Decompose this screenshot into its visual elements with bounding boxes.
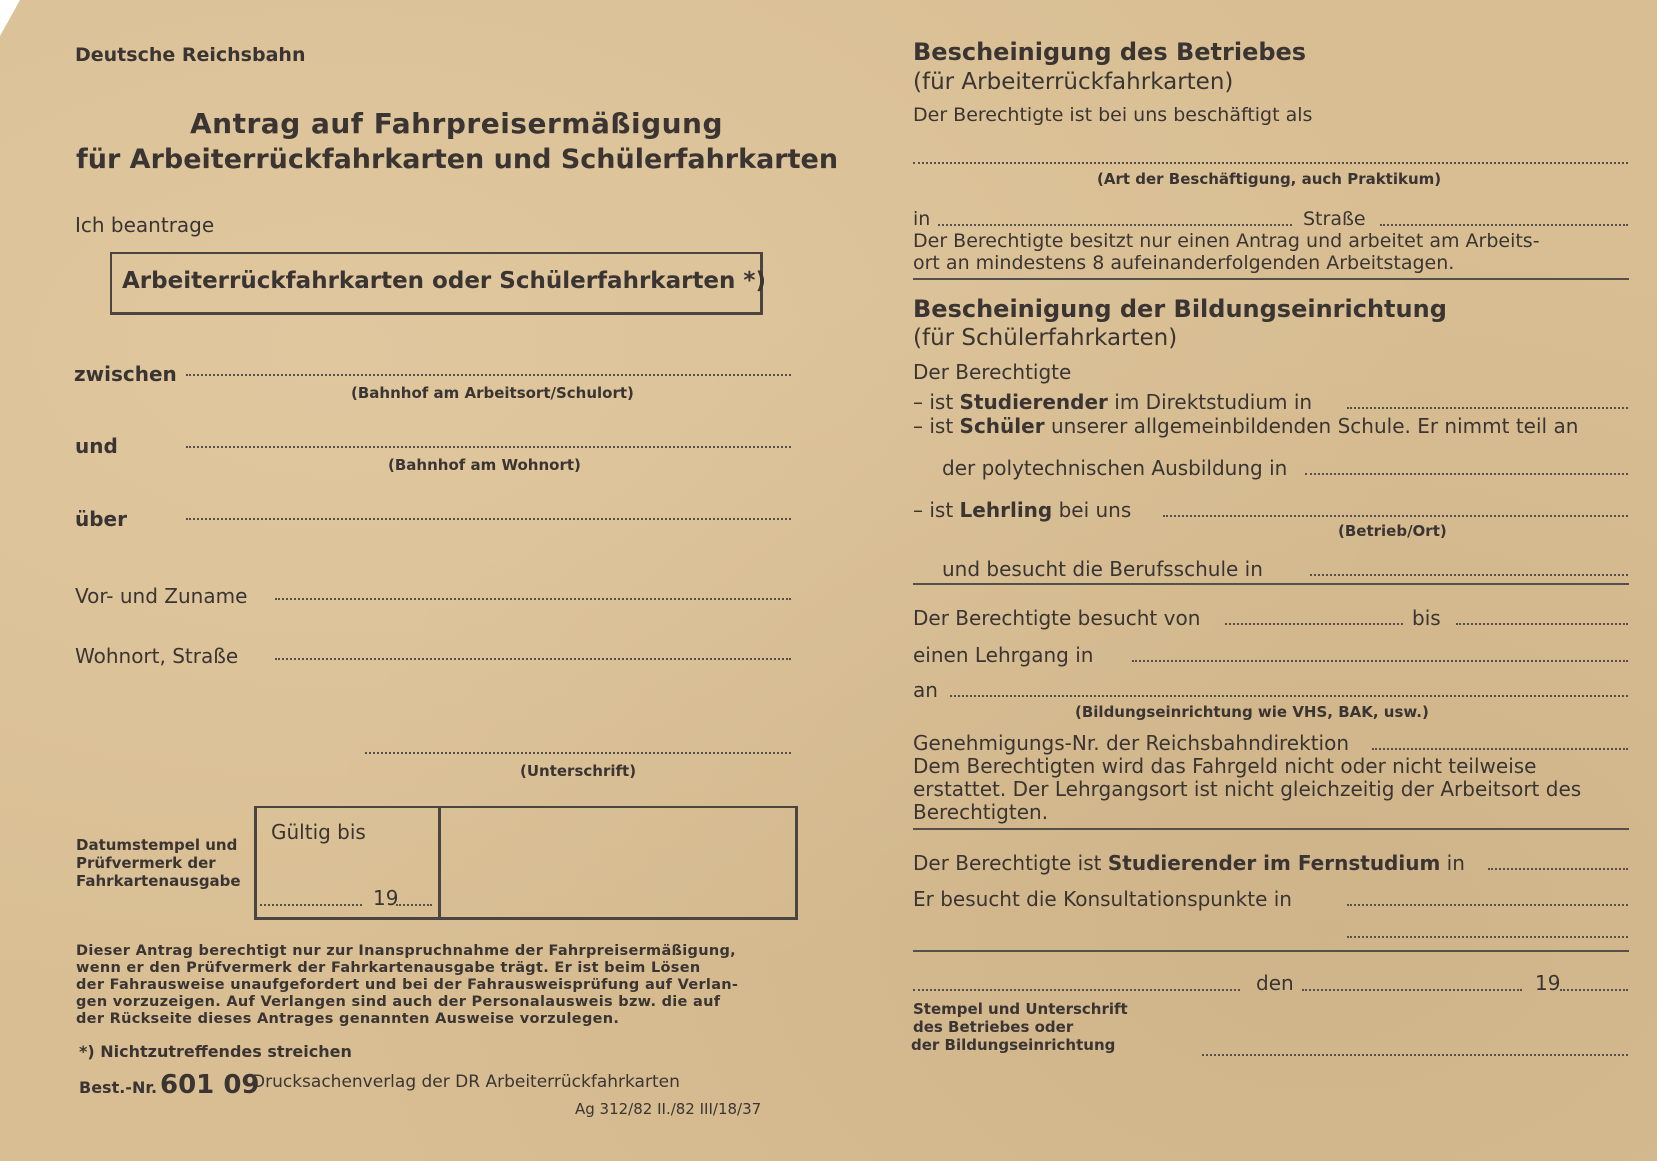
company-subheading: (für Arbeiterrückfahrkarten): [913, 69, 1234, 95]
course-in-label: einen Lehrgang in: [913, 643, 1094, 667]
between-caption: (Bahnhof am Arbeitsort/Schulort): [351, 384, 634, 402]
date-field[interactable]: [1302, 989, 1522, 991]
date-label: den: [1256, 971, 1294, 995]
notice-line-4: gen vorzuzeigen. Auf Verlangen sind auch der Personalausweis bzw. die auf: [76, 994, 721, 1010]
edu-heading: Bescheinigung der Bildungseinrichtung: [913, 295, 1447, 323]
form-title-line1: Antrag auf Fahrpreisermäßigung: [190, 107, 724, 140]
signature-caption: (Unterschrift): [520, 762, 637, 780]
company-street-field[interactable]: [1380, 224, 1628, 226]
until-date-field[interactable]: [1456, 623, 1628, 625]
employment-field[interactable]: [913, 162, 1628, 164]
section-divider-1: [913, 278, 1629, 280]
residence-label: Wohnort, Straße: [75, 644, 239, 668]
date-year-field[interactable]: [1560, 989, 1628, 991]
company-place-field[interactable]: [938, 224, 1292, 226]
section-divider-3: [913, 828, 1629, 830]
via-label: über: [75, 507, 127, 531]
consult-field-1[interactable]: [1347, 904, 1628, 906]
signature-field[interactable]: [365, 752, 791, 754]
sign-caption-2: des Betriebes oder: [913, 1018, 1074, 1036]
company-note-1: Der Berechtigte besitzt nur einen Antrag und arbeitet am Arbeits-: [913, 230, 1540, 252]
name-label: Vor- und Zuname: [75, 584, 248, 608]
course-place-field[interactable]: [1132, 660, 1628, 662]
distance-field[interactable]: [1488, 868, 1628, 870]
stamp-label-2: Prüfvermerk der: [76, 854, 216, 872]
apprentice-field[interactable]: [1163, 515, 1628, 517]
polytech-label: der polytechnischen Ausbildung in: [942, 456, 1288, 480]
at-label: an: [913, 678, 938, 702]
pupil-line: – ist Schüler unserer allgemeinbildenden Schule. Er nimmt teil an: [913, 414, 1579, 438]
company-heading: Bescheinigung des Betriebes: [913, 38, 1307, 66]
order-prefix: Best.-Nr.: [79, 1078, 158, 1097]
valid-year-field[interactable]: [396, 904, 432, 906]
vocational-field[interactable]: [1310, 574, 1628, 576]
stamp-box-divider: [438, 806, 441, 918]
section-divider-4: [913, 950, 1629, 952]
print-code: Ag 312/82 II./82 III/18/37: [575, 1100, 762, 1118]
place-field[interactable]: [913, 989, 1240, 991]
refund-line-2: erstattet. Der Lehrgangsort ist nicht gleichzeitig der Arbeitsort des: [913, 777, 1582, 801]
company-place-caption: (Betrieb/Ort): [1338, 522, 1447, 540]
section-divider-2: [913, 583, 1629, 585]
apprentice-line: – ist Lehrling bei uns: [913, 498, 1132, 522]
stamp-label-1: Datumstempel und: [76, 836, 238, 854]
stamp-signature-field[interactable]: [1202, 1054, 1628, 1056]
consult-field-2[interactable]: [1347, 936, 1628, 938]
distance-line: Der Berechtigte ist Studierender im Fernstudium in: [913, 851, 1465, 875]
notice-line-3: der Fahrausweise unaufgefordert und bei der Fahrausweisprüfung auf Verlan-: [76, 977, 739, 993]
institution-caption: (Bildungseinrichtung wie VHS, BAK, usw.): [1075, 703, 1429, 721]
order-suffix: Drucksachenverlag der DR Arbeiterrückfahrkarten: [252, 1072, 680, 1092]
sign-caption-1: Stempel und Unterschrift: [913, 1000, 1128, 1018]
approval-field[interactable]: [1372, 748, 1628, 750]
valid-date-field[interactable]: [260, 904, 362, 906]
between-field[interactable]: [186, 374, 791, 376]
and-caption: (Bahnhof am Wohnort): [388, 456, 581, 474]
order-number: 601 09: [160, 1070, 260, 1100]
date-year: 19: [1535, 971, 1561, 995]
and-label: und: [75, 434, 118, 458]
residence-field[interactable]: [275, 658, 791, 660]
company-note-2: ort an mindestens 8 aufeinanderfolgenden Arbeitstagen.: [913, 252, 1455, 274]
notice-line-2: wenn er den Prüfvermerk der Fahrkartenausgabe trägt. Er ist beim Lösen: [76, 960, 701, 976]
refund-line-3: Berechtigten.: [913, 800, 1049, 824]
between-label: zwischen: [74, 362, 177, 386]
street-label: Straße: [1303, 208, 1366, 230]
entitled-label: Der Berechtigte: [913, 360, 1072, 384]
footnote: *) Nichtzutreffendes streichen: [79, 1042, 352, 1061]
via-field[interactable]: [186, 518, 791, 520]
refund-line-1: Dem Berechtigten wird das Fahrgeld nicht oder nicht teilweise: [913, 754, 1537, 778]
vocational-label: und besucht die Berufsschule in: [942, 557, 1263, 581]
employed-as-label: Der Berechtigte ist bei uns beschäftigt als: [913, 104, 1313, 126]
student-field[interactable]: [1347, 407, 1628, 409]
attends-from-label: Der Berechtigte besucht von: [913, 606, 1201, 630]
torn-corner: [0, 0, 20, 36]
from-date-field[interactable]: [1225, 623, 1403, 625]
until-label: bis: [1412, 606, 1441, 630]
polytech-field[interactable]: [1305, 473, 1628, 475]
institution-field[interactable]: [950, 695, 1628, 697]
approval-label: Genehmigungs-Nr. der Reichsbahndirektion: [913, 731, 1350, 755]
consult-label: Er besucht die Konsultationspunkte in: [913, 887, 1292, 911]
name-field[interactable]: [275, 598, 791, 600]
student-line: – ist Studierender im Direktstudium in: [913, 390, 1313, 414]
sign-caption-3: der Bildungseinrichtung: [911, 1036, 1116, 1054]
valid-year: 19: [373, 886, 399, 910]
employment-caption: (Art der Beschäftigung, auch Praktikum): [1097, 170, 1442, 188]
request-intro: Ich beantrage: [75, 213, 215, 237]
stamp-label-3: Fahrkartenausgabe: [76, 872, 241, 890]
notice-line-1: Dieser Antrag berechtigt nur zur Inanspruchnahme der Fahrpreisermäßigung,: [76, 943, 736, 959]
form-title-line2: für Arbeiterrückfahrkarten und Schülerfahrkarten: [76, 144, 839, 175]
request-choice: Arbeiterrückfahrkarten oder Schülerfahrkarten *): [122, 268, 766, 294]
publisher: Deutsche Reichsbahn: [75, 44, 306, 66]
company-in-label: in: [913, 208, 931, 230]
notice-line-5: der Rückseite dieses Antrages genannten Ausweise vorzulegen.: [76, 1011, 620, 1027]
edu-subheading: (für Schülerfahrkarten): [913, 325, 1178, 351]
and-field[interactable]: [186, 446, 791, 448]
valid-until-label: Gültig bis: [271, 820, 366, 844]
